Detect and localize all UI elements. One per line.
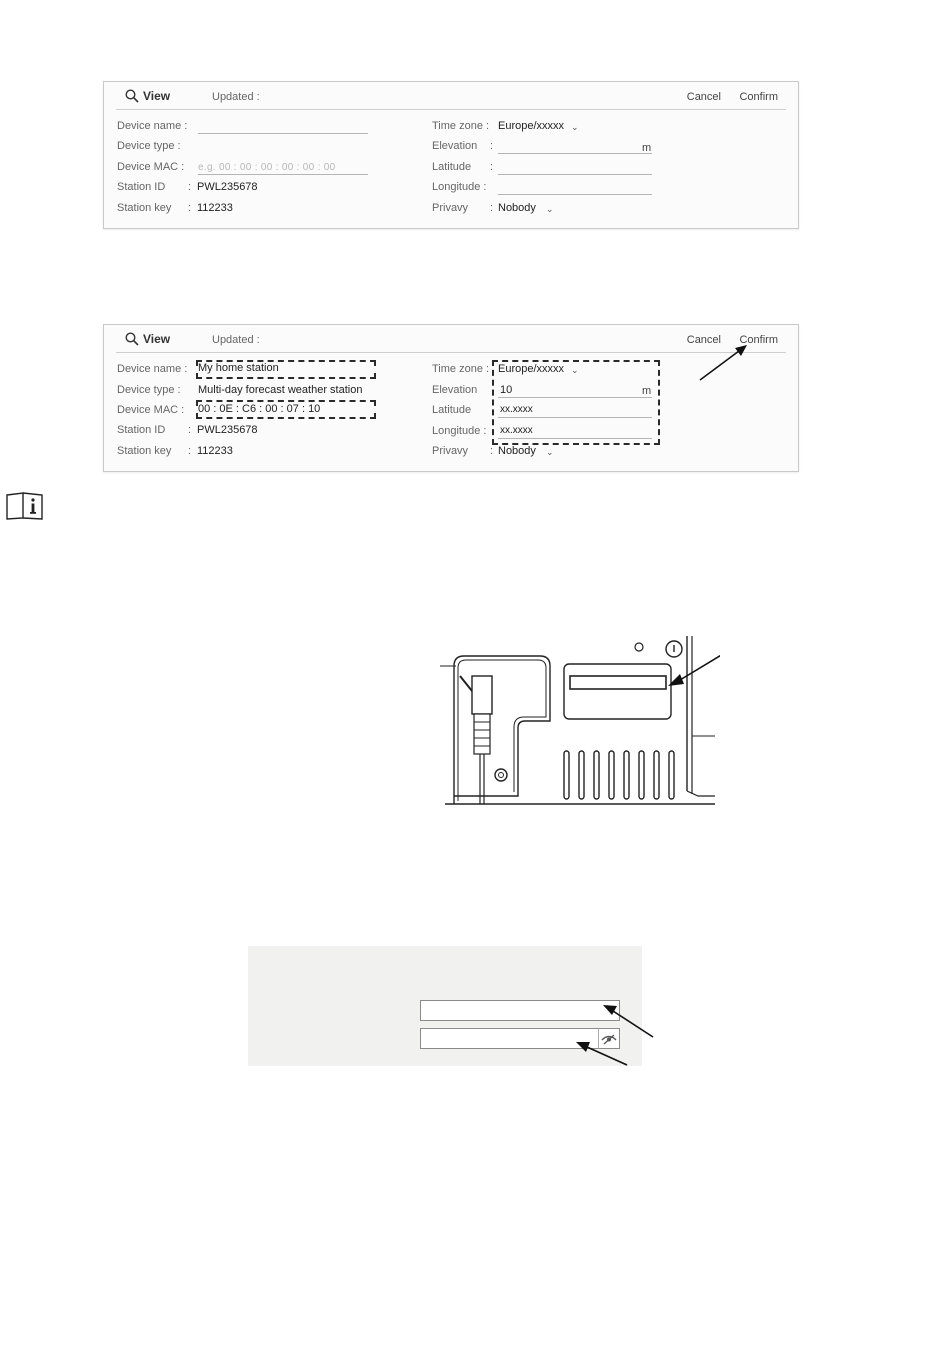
view-button[interactable] <box>125 89 170 103</box>
longitude-input[interactable] <box>498 194 652 195</box>
elevation-input[interactable] <box>498 153 652 154</box>
arrow-to-confirm <box>695 340 755 385</box>
device-type-label: Device type : <box>117 140 181 152</box>
elevation-colon: : <box>490 140 494 152</box>
updated-label: Updated : <box>212 334 260 346</box>
device-name-label: Device name : <box>117 363 188 375</box>
view-button[interactable] <box>125 332 170 346</box>
longitude-label: Longitude : <box>432 425 487 437</box>
wifi-field-arrows <box>575 975 665 1070</box>
device-mac-label: Device MAC : <box>117 404 185 416</box>
station-key-colon: : <box>188 202 192 214</box>
privacy-colon: : <box>490 202 494 214</box>
chevron-down-icon: ⌄ <box>546 447 554 457</box>
device-settings-panel-empty <box>103 81 799 229</box>
device-back-illustration <box>440 636 720 811</box>
latitude-label: Latitude <box>432 404 472 416</box>
station-key-colon: : <box>188 445 192 457</box>
confirm-button[interactable]: Confirm <box>739 91 778 103</box>
panel-header <box>116 87 786 110</box>
time-zone-select[interactable]: Europe/xxxxx <box>498 363 565 375</box>
view-label: View <box>143 89 171 103</box>
latitude-input[interactable]: xx.xxxx <box>500 404 533 415</box>
device-mac-label: Device MAC : <box>117 161 185 173</box>
latitude-input[interactable] <box>498 174 652 175</box>
latitude-colon: : <box>490 161 494 173</box>
chevron-down-icon: ⌄ <box>571 365 579 375</box>
privacy-select[interactable]: Nobody <box>498 445 536 457</box>
cancel-button[interactable]: Cancel <box>686 91 721 103</box>
station-key-label: Station key <box>117 445 172 457</box>
elevation-label: Elevation <box>432 140 478 152</box>
updated-label: Updated : <box>212 91 260 103</box>
elevation-label: Elevation <box>432 384 478 396</box>
book-info-icon <box>5 491 45 521</box>
time-zone-label: Time zone : <box>432 120 490 132</box>
privacy-label: Privavy <box>432 445 469 457</box>
elevation-input[interactable]: 10 <box>500 384 513 396</box>
view-label: View <box>143 332 171 346</box>
station-key-label: Station key <box>117 202 172 214</box>
chevron-down-icon: ⌄ <box>571 122 579 132</box>
station-id-colon: : <box>188 424 192 436</box>
chevron-down-icon: ⌄ <box>546 204 554 214</box>
magnifier-icon <box>125 332 139 346</box>
station-key-value: 112233 <box>197 202 233 214</box>
elevation-unit: m <box>642 142 652 154</box>
device-mac-input[interactable]: 00 : 0E : C6 : 00 : 07 : 10 <box>198 403 321 415</box>
station-id-label: Station ID <box>117 424 166 436</box>
device-name-input[interactable] <box>198 133 368 134</box>
longitude-input[interactable]: xx.xxxx <box>500 425 533 436</box>
privacy-colon: : <box>490 445 494 457</box>
cancel-button[interactable]: Cancel <box>686 334 721 346</box>
station-id-value: PWL235678 <box>197 181 258 193</box>
magnifier-icon <box>125 89 139 103</box>
device-type-label: Device type : <box>117 384 181 396</box>
location-highlight <box>492 360 660 445</box>
device-mac-underline <box>198 174 368 175</box>
longitude-label: Longitude : <box>432 181 487 193</box>
device-mac-input[interactable]: e.g. 00 : 00 : 00 : 00 : 00 : 00 <box>198 162 336 173</box>
latitude-label: Latitude <box>432 161 472 173</box>
device-mac-highlight <box>196 400 376 419</box>
time-zone-select[interactable]: Europe/xxxxx <box>498 120 565 132</box>
station-id-value: PWL235678 <box>197 424 258 436</box>
station-id-colon: : <box>188 181 192 193</box>
panel-header <box>116 330 786 353</box>
station-key-value: 112233 <box>197 445 233 457</box>
device-name-highlight <box>196 360 376 379</box>
time-zone-label: Time zone : <box>432 363 490 375</box>
device-name-label: Device name : <box>117 120 188 132</box>
device-type-value: Multi-day forecast weather station <box>198 384 363 396</box>
privacy-label: Privavy <box>432 202 469 214</box>
elevation-unit: m <box>642 385 652 397</box>
privacy-select[interactable]: Nobody <box>498 202 536 214</box>
confirm-button[interactable]: Confirm <box>739 334 778 346</box>
station-id-label: Station ID <box>117 181 166 193</box>
device-name-input[interactable]: My home station <box>198 362 279 374</box>
